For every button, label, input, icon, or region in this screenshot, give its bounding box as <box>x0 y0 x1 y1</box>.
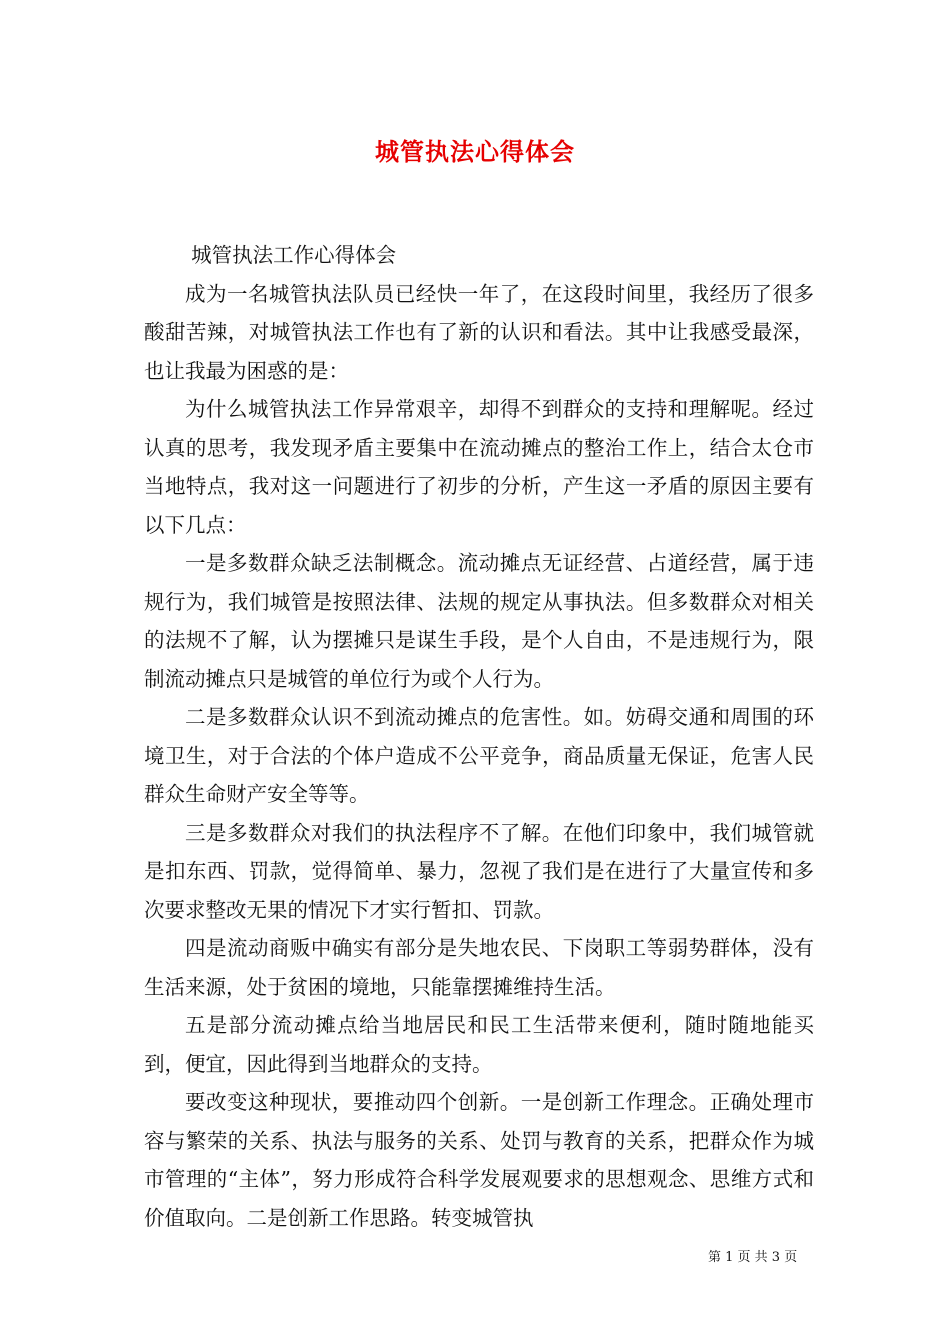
page-number: 第 1 页 共 3 页 <box>708 1250 798 1265</box>
paragraph-5: 三是多数群众对我们的执法程序不了解。在他们印象中，我们城管就是扣东西、罚款，觉得简单、暴力，忽视了我们是在进行了大量宣传和多次要求整改无果的情况下才实行暂扣、罚款。 <box>144 820 814 922</box>
paragraph-7: 五是部分流动摊点给当地居民和民工生活带来便利，随时随地能买到，便宜，因此得到当地群众的支持。 <box>144 1013 814 1076</box>
document-subtitle: 城管执法工作心得体会 <box>191 243 397 267</box>
paragraph-6: 四是流动商贩中确实有部分是失地农民、下岗职工等弱势群体，没有生活来源，处于贫困的境地，只能靠摆摊维持生活。 <box>144 936 814 999</box>
paragraph-2: 为什么城管执法工作异常艰辛，却得不到群众的支持和理解呢。经过认真的思考，我发现矛盾主要集中在流动摊点的整治工作上，结合太仓市当地特点，我对这一问题进行了初步的分析，产生这一矛盾的原因主要有以下几点： <box>144 397 814 537</box>
document-title: 城管执法心得体会 <box>375 137 575 166</box>
document-body <box>144 236 814 1237</box>
paragraph-3: 一是多数群众缺乏法制概念。流动摊点无证经营、占道经营，属于违规行为，我们城管是按照法律、法规的规定从事执法。但多数群众对相关的法规不了解，认为摆摊只是谋生手段，是个人自由，不是违规行为，限制流动摊点只是城管的单位行为或个人行为。 <box>144 551 814 691</box>
paragraph-1: 成为一名城管执法队员已经快一年了，在这段时间里，我经历了很多酸甜苦辣，对城管执法工作也有了新的认识和看法。其中让我感受最深，也让我最为困惑的是： <box>144 281 814 383</box>
paragraph-8: 要改变这种现状，要推动四个创新。一是创新工作理念。正确处理市容与繁荣的关系、执法与服务的关系、处罚与教育的关系，把群众作为城市管理的“主体”，努力形成符合科学发展观要求的思想观念、思维方式和价值取向。二是创新工作思路。转变城管执 <box>144 1090 814 1230</box>
paragraph-4: 二是多数群众认识不到流动摊点的危害性。如。妨碍交通和周围的环境卫生，对于合法的个体户造成不公平竞争，商品质量无保证，危害人民群众生命财产安全等等。 <box>144 705 814 806</box>
